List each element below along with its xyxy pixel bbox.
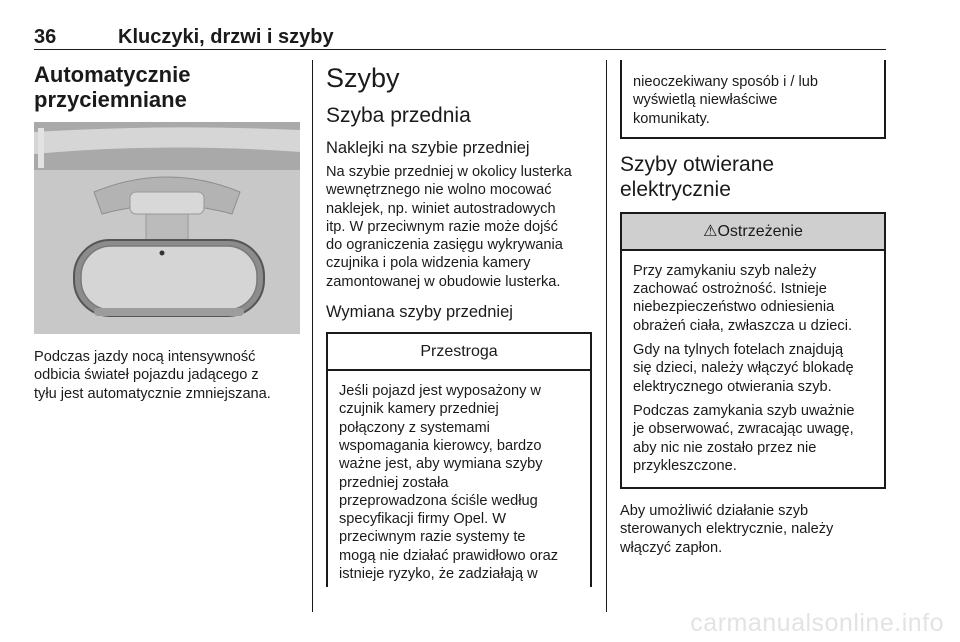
chapter-title: Kluczyki, drzwi i szyby [118, 26, 334, 48]
text-line: czujnik kamery przedniej [339, 401, 499, 418]
text-line: zachować ostrożność. Istnieje [633, 281, 827, 298]
section-title-line: Szyby otwierane [620, 152, 775, 176]
text-line: przedniej została [339, 474, 449, 491]
text-line: tyłu jest automatycznie zmniejszana. [34, 385, 271, 402]
column-1 [34, 62, 300, 403]
page-header [34, 26, 886, 50]
warning-header [622, 214, 884, 251]
text-line: wspomagania kierowcy, bardzo [339, 437, 542, 454]
mirror-illustration [34, 122, 300, 334]
caution-box [326, 332, 592, 587]
text-line: elektrycznego otwierania szyb. [633, 378, 832, 395]
text-line: Gdy na tylnych fotelach znajdują [633, 342, 844, 359]
text-line: Aby umożliwić działanie szyb [620, 503, 809, 520]
text-line: czujnika i pola widzenia kamery [326, 255, 531, 272]
main-title-windows: Szyby [326, 63, 400, 93]
text-line: odbicia świateł pojazdu jadącego z [34, 367, 259, 384]
text-line: do ograniczenia zasięgu wykrywania [326, 237, 563, 254]
text-line: przeciwnym razie systemy te [339, 529, 526, 546]
warning-paragraph-2 [633, 341, 873, 396]
heading-windscreen-stickers: Naklejki na szybie przedniej [326, 139, 530, 157]
text-line: ważne jest, aby wymiana szyby [339, 456, 543, 473]
caution-title: Przestroga [328, 334, 590, 371]
warning-text [622, 251, 884, 487]
text-line: istnieje ryzyko, że zadziałają w [339, 566, 538, 583]
text-line: je obserwować, zwracając uwagę, [633, 421, 854, 438]
column-divider-left [312, 60, 313, 612]
text-line: przeprowadzona ściśle według [339, 492, 538, 509]
column-2 [326, 62, 592, 587]
text-line: połączony z systemami [339, 419, 490, 436]
rearview-mirror-drawing [34, 122, 300, 334]
text-line: Podczas jazdy nocą intensywność [34, 349, 256, 365]
text-line: obrażeń ciała, zwłaszcza u dzieci. [633, 317, 853, 334]
text-line: niebezpieczeństwo odniesienia [633, 299, 835, 316]
subtitle-windscreen: Szyba przednia [326, 104, 471, 127]
warning-paragraph-1 [633, 262, 873, 335]
column-3 [620, 62, 886, 557]
warning-triangle-icon: ⚠ [703, 222, 718, 240]
warning-paragraph-3 [633, 402, 873, 475]
section-title-line: Automatycznie [34, 62, 191, 87]
text-line: mogą nie działać prawidłowo oraz [339, 547, 559, 564]
text-line: nieoczekiwany sposób i / lub [633, 74, 818, 90]
section-title-line: elektrycznie [620, 177, 731, 201]
ignition-paragraph [620, 502, 886, 557]
text-line: zamontowanej w obudowie lusterka. [326, 273, 561, 290]
auto-dimming-description [34, 348, 300, 403]
section-title-auto-dimming [34, 62, 300, 112]
text-line: przykleszczone. [633, 457, 737, 474]
caution-text-continued [622, 60, 884, 137]
stickers-paragraph [326, 163, 592, 291]
warning-title: Ostrzeżenie [717, 222, 803, 240]
warning-box [620, 212, 886, 489]
watermark: carmanualsonline.info [690, 609, 944, 637]
page-number: 36 [34, 26, 57, 48]
column-divider-right [606, 60, 607, 612]
section-title-line: przyciemniane [34, 87, 187, 112]
text-line: naklejek, np. winiet autostradowych [326, 200, 556, 217]
caution-box-continued [620, 60, 886, 139]
caution-text [328, 371, 590, 589]
text-line: wewnętrznego nie wolno mocować [326, 182, 552, 199]
text-line: komunikaty. [633, 110, 710, 127]
text-line: Na szybie przedniej w okolicy lusterka [326, 164, 572, 180]
text-line: się dzieci, należy włączyć blokadę [633, 360, 854, 377]
text-line: wyświetlą niewłaściwe [633, 92, 778, 109]
text-line: Przy zamykaniu szyb należy [633, 262, 817, 279]
text-line: włączyć zapłon. [620, 539, 723, 556]
text-line: aby nic nie zostało przez nie [633, 439, 817, 456]
text-line: itp. W przeciwnym razie może dojść [326, 218, 558, 235]
text-line: specyfikacji firmy Opel. W [339, 511, 507, 528]
text-line: Podczas zamykania szyb uważnie [633, 402, 855, 419]
text-line: Jeśli pojazd jest wyposażony w [339, 383, 541, 400]
section-title-power-windows [620, 152, 886, 202]
text-line: sterowanych elektrycznie, należy [620, 521, 834, 538]
heading-windscreen-replacement: Wymiana szyby przedniej [326, 303, 513, 322]
